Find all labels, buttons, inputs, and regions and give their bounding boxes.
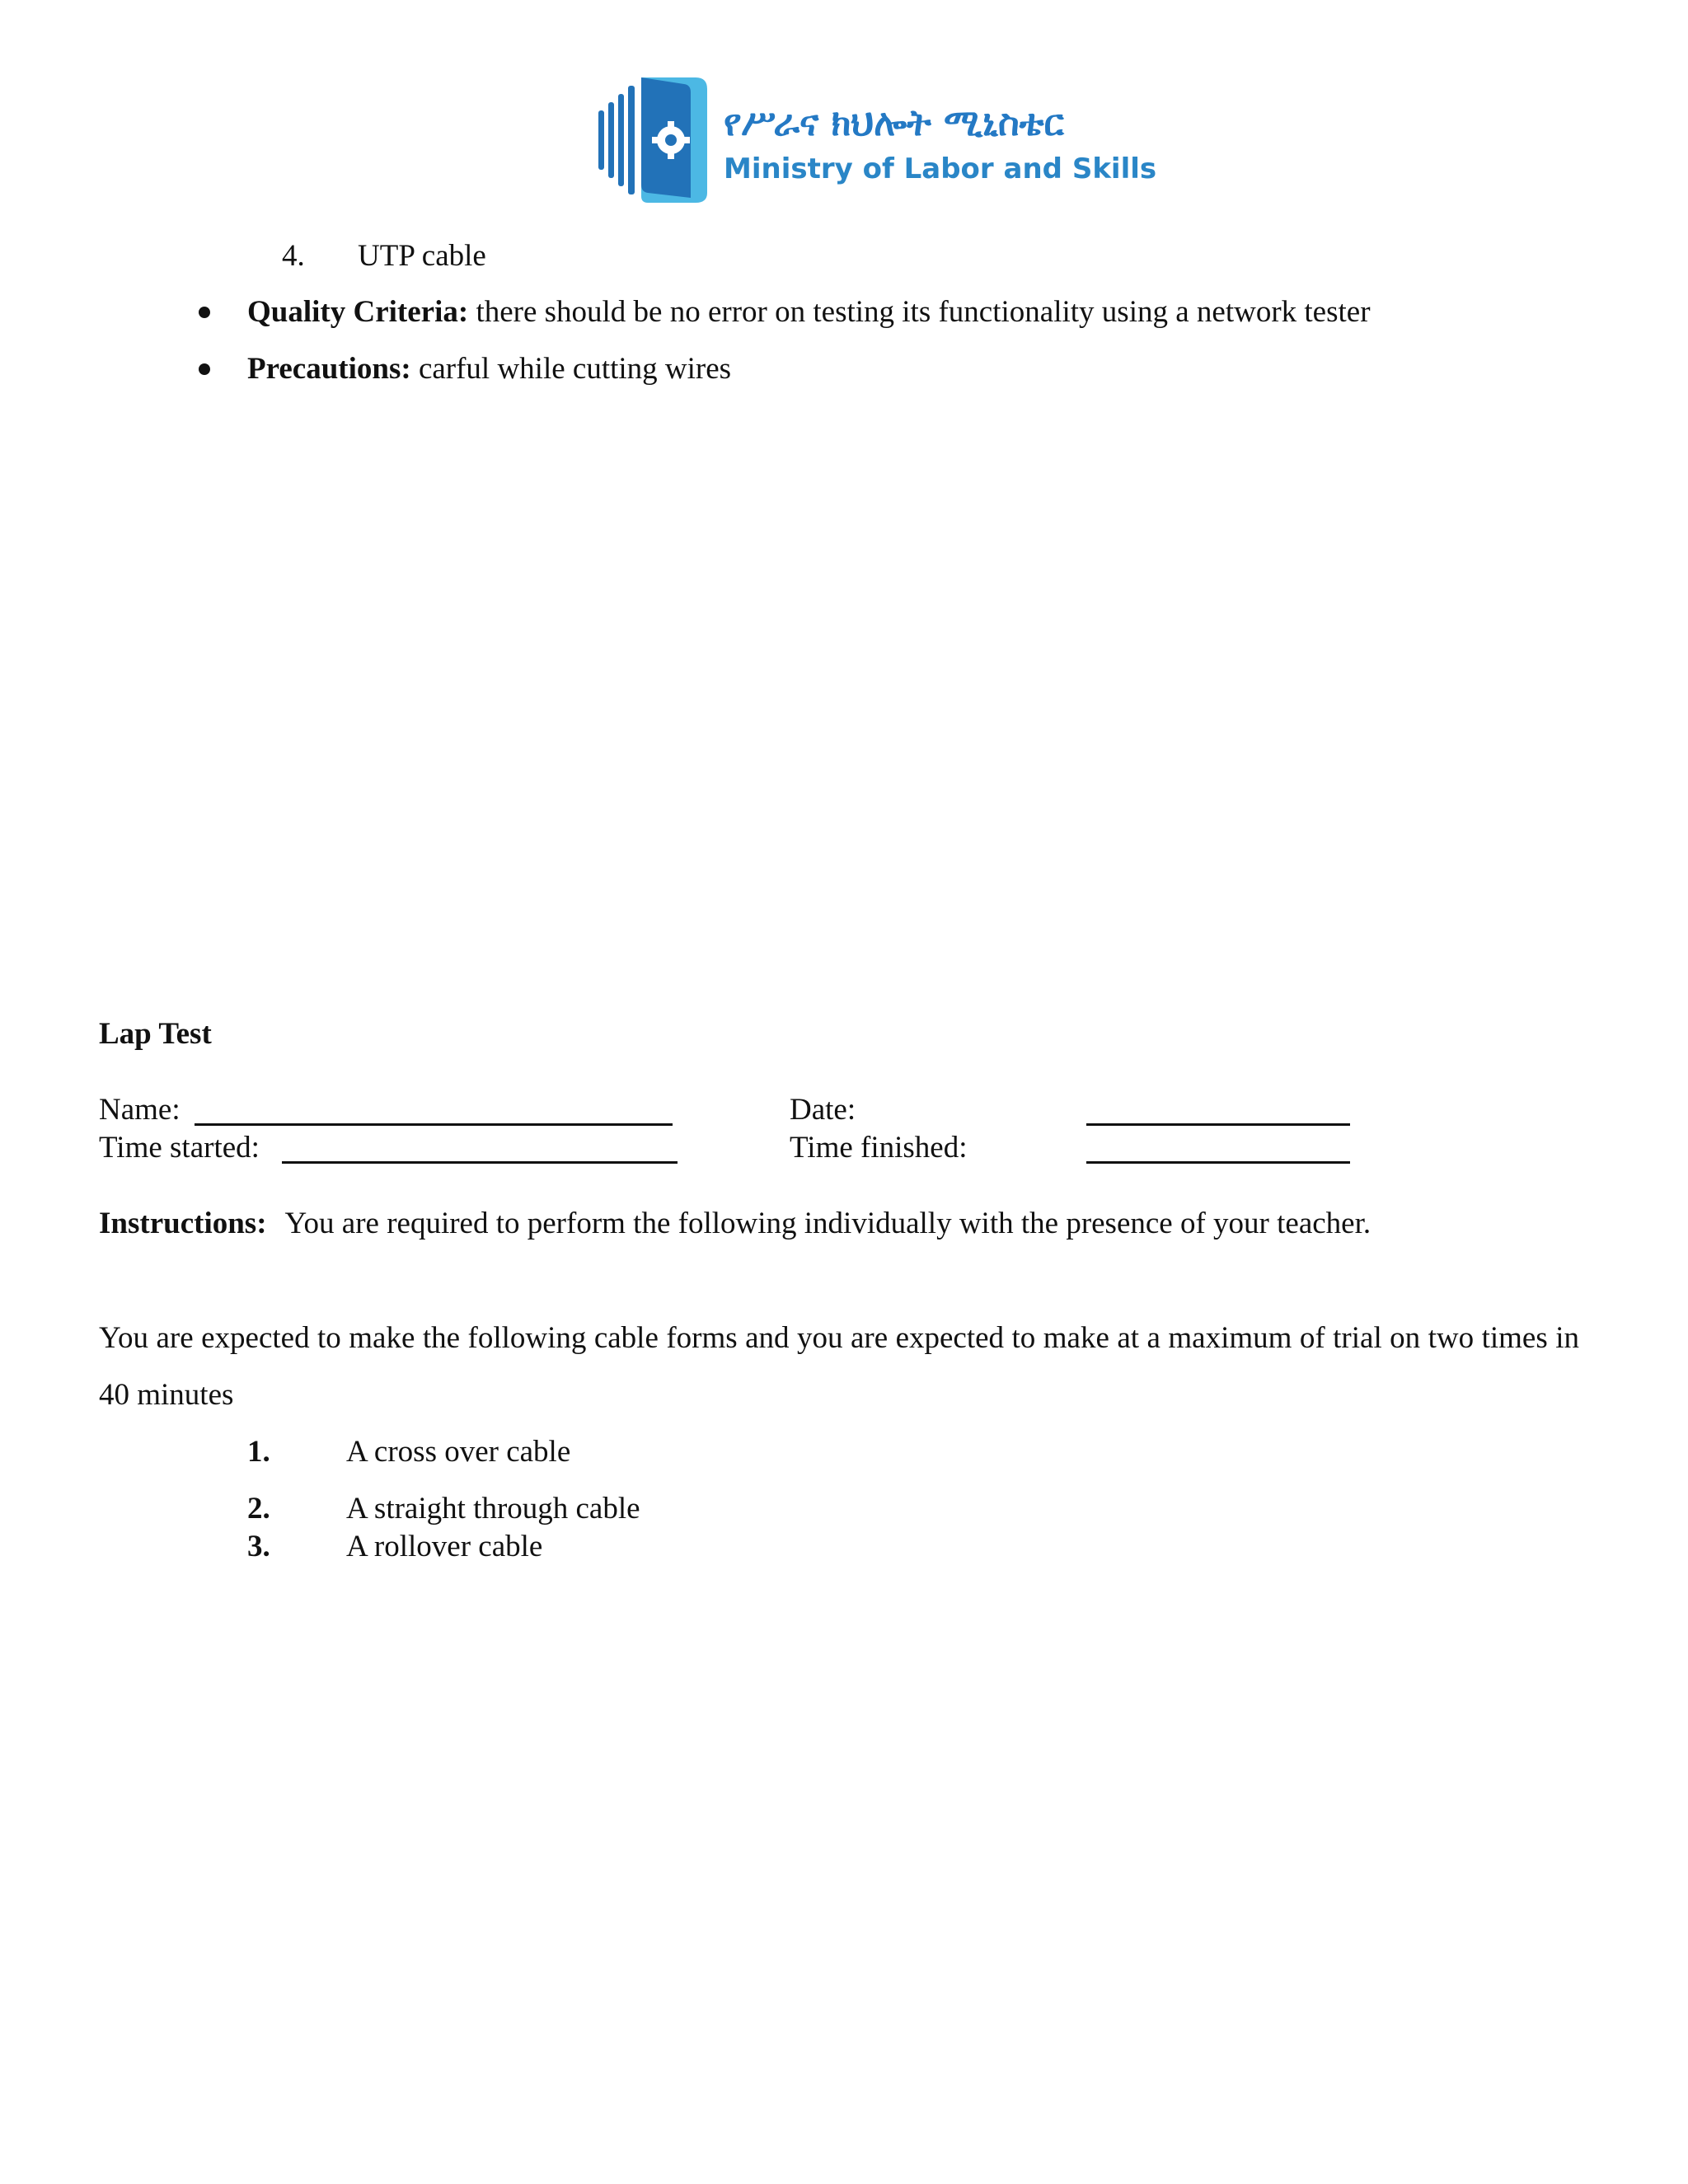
ministry-logo	[598, 73, 1157, 206]
quality-criteria-text: there should be no error on testing its functionality using a network tester	[468, 295, 1371, 329]
date-field[interactable]	[1086, 1123, 1350, 1126]
logo-english-text: Ministry of Labor and Skills	[724, 152, 1157, 185]
task-text: A cross over cable	[346, 1435, 571, 1469]
instructions-line	[99, 1208, 1371, 1239]
logo-amharic-text: የሥራና ክህሎት ሚኒስቴር	[724, 102, 1064, 144]
time-started-label: Time started:	[99, 1131, 260, 1165]
expectation-paragraph: You are expected to make the following cable forms and you are expected to make at a maximum of trial on two times in 40 minutes	[99, 1321, 1579, 1412]
bullet-dot	[199, 363, 210, 375]
bullet-dot	[199, 307, 210, 318]
list-item-text: UTP cable	[358, 239, 486, 273]
instructions-text: You are required to perform the following individually with the presence of your teacher.	[284, 1207, 1372, 1240]
ministry-emblem-icon	[598, 73, 722, 206]
date-label: Date:	[790, 1093, 856, 1127]
precautions-line	[247, 354, 731, 384]
task-text: A straight through cable	[346, 1492, 640, 1526]
time-finished-label: Time finished:	[790, 1131, 968, 1165]
quality-criteria-line	[247, 297, 1371, 327]
list-item-number: 4.	[282, 239, 305, 273]
task-number: 3.	[247, 1530, 270, 1563]
instructions-label: Instructions:	[99, 1207, 267, 1240]
time-finished-field[interactable]	[1086, 1161, 1350, 1164]
name-field[interactable]	[195, 1123, 673, 1126]
precautions-text: carful while cutting wires	[410, 352, 732, 386]
task-text: A rollover cable	[346, 1530, 543, 1563]
quality-criteria-label: Quality Criteria:	[247, 295, 469, 329]
time-started-field[interactable]	[282, 1161, 678, 1164]
precautions-label: Precautions:	[247, 352, 411, 386]
task-number: 1.	[247, 1435, 270, 1469]
name-label: Name:	[99, 1093, 181, 1127]
task-number: 2.	[247, 1492, 270, 1526]
section-title: Lap Test	[99, 1017, 212, 1051]
